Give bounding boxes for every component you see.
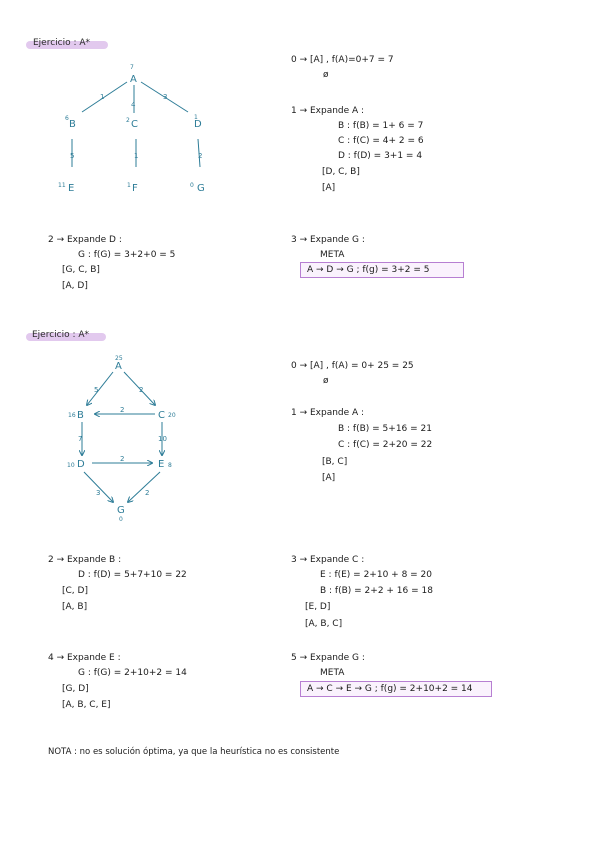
ex1-step3-meta: META: [320, 250, 345, 260]
h-f: 1: [127, 182, 131, 189]
ex2-step5-head: 5 → Expande G :: [291, 653, 365, 663]
edge-d-g: [84, 472, 113, 502]
ex1-step1-l1: B : f(B) = 1+ 6 = 7: [338, 121, 424, 131]
note: NOTA : no es solución óptima, ya que la heurística no es consistente: [48, 747, 340, 757]
ex2-step1-head: 1 → Expande A :: [291, 408, 365, 418]
ex1-step2-l1: G : f(G) = 3+2+0 = 5: [78, 250, 176, 260]
ex1-solution-box: A → D → G ; f(g) = 3+2 = 5: [300, 262, 464, 278]
ex2-step1-l2: C : f(C) = 2+20 = 22: [338, 440, 433, 450]
ex1-step0-line2: ø: [323, 70, 329, 80]
ex2-step0-line2: ø: [323, 376, 329, 386]
h-g: 0: [119, 516, 123, 523]
w-dg: 3: [96, 489, 101, 497]
ex2-step2-head: 2 → Expande B :: [48, 555, 122, 565]
ex1-step2-open: [G, C, B]: [62, 265, 100, 275]
ex2-step3-l1: E : f(E) = 2+10 + 8 = 20: [320, 570, 433, 580]
ex2-step1-closed: [A]: [322, 473, 336, 483]
node-c: C: [158, 410, 165, 421]
ex2-step3-l2: B : f(B) = 2+2 + 16 = 18: [320, 586, 433, 596]
w-ab: 5: [94, 386, 99, 394]
w-ac: 4: [131, 101, 136, 109]
ex2-step2-open: [C, D]: [62, 586, 88, 596]
ex1-step3-head: 3 → Expande G :: [291, 235, 365, 245]
w-bd: 7: [78, 435, 83, 443]
ex2-step4-closed: [A, B, C, E]: [62, 700, 111, 710]
ex1-step0-line1: 0 → [A] , f(A)=0+7 = 7: [291, 55, 394, 65]
ex1-step1-head: 1 → Expande A :: [291, 106, 365, 116]
h-a: 7: [130, 64, 134, 71]
node-a: A: [130, 74, 137, 85]
node-g: G: [197, 183, 205, 194]
exercise-2-graph: [0, 350, 260, 530]
ex2-step2-l1: D : f(D) = 5+7+10 = 22: [78, 570, 187, 580]
ex2-step3-open: [E, D]: [305, 602, 331, 612]
node-d: D: [77, 459, 85, 470]
ex2-step0-line1: 0 → [A] , f(A) = 0+ 25 = 25: [291, 361, 414, 371]
ex2-step2-closed: [A, B]: [62, 602, 88, 612]
ex1-step2-closed: [A, D]: [62, 281, 88, 291]
h-a: 25: [115, 355, 123, 362]
node-b: B: [69, 119, 76, 130]
w-ab: 1: [100, 93, 105, 101]
ex2-step5-meta: META: [320, 668, 345, 678]
w-dg: 2: [198, 152, 203, 160]
w-de: 2: [120, 455, 125, 463]
exercise-1-tree: [0, 55, 260, 205]
h-d: 10: [67, 462, 75, 469]
w-cf: 1: [134, 152, 139, 160]
node-f: F: [132, 183, 138, 194]
ex2-solution-box: A → C → E → G ; f(g) = 2+10+2 = 14: [300, 681, 492, 697]
node-b: B: [77, 410, 84, 421]
h-b: 16: [68, 412, 76, 419]
exercise-2-title: Ejercicio : A*: [32, 330, 90, 340]
edge-a-b: [82, 82, 127, 112]
node-e: E: [158, 459, 165, 470]
ex1-step2-head: 2 → Expande D :: [48, 235, 122, 245]
w-cb: 2: [120, 406, 125, 414]
edge-a-b: [87, 372, 113, 405]
h-c: 2: [126, 117, 130, 124]
ex1-step1-closed: [A]: [322, 183, 336, 193]
node-c: C: [131, 119, 138, 130]
ex2-step3-closed: [A, B, C]: [305, 619, 343, 629]
w-ac: 2: [139, 386, 144, 394]
ex1-step1-l2: C : f(C) = 4+ 2 = 6: [338, 136, 424, 146]
ex2-step3-head: 3 → Expande C :: [291, 555, 365, 565]
node-d: D: [194, 119, 202, 130]
node-a: A: [115, 361, 122, 372]
h-c: 20: [168, 412, 176, 419]
h-e: 11: [58, 182, 66, 189]
ex2-step4-head: 4 → Expande E :: [48, 653, 121, 663]
node-g: G: [117, 505, 125, 516]
ex1-step1-open: [D, C, B]: [322, 167, 360, 177]
w-ad: 3: [163, 93, 168, 101]
node-e: E: [68, 183, 75, 194]
ex1-step1-l3: D : f(D) = 3+1 = 4: [338, 151, 423, 161]
ex2-step1-open: [B, C]: [322, 457, 348, 467]
h-e: 8: [168, 462, 172, 469]
h-b: 6: [65, 115, 69, 122]
ex2-step1-l1: B : f(B) = 5+16 = 21: [338, 424, 432, 434]
edge-e-g: [128, 472, 160, 502]
ex2-step4-open: [G, D]: [62, 684, 89, 694]
ex2-step4-l1: G : f(G) = 2+10+2 = 14: [78, 668, 187, 678]
w-eg: 2: [145, 489, 150, 497]
h-g: 0: [190, 182, 194, 189]
w-ce: 10: [158, 435, 167, 443]
w-be: 5: [70, 152, 75, 160]
h-d: 1: [194, 114, 198, 121]
exercise-1-title: Ejercicio : A*: [33, 38, 91, 48]
